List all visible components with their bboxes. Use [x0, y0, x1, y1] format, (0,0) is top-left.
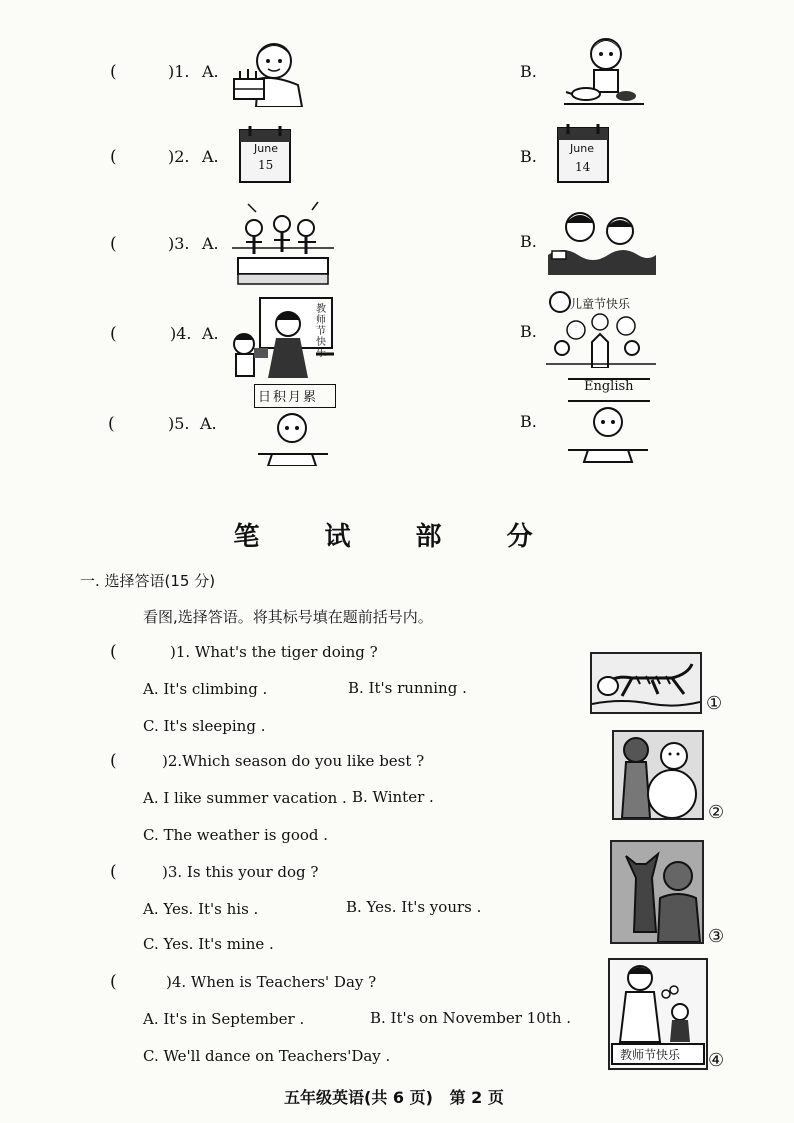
blackboard-text: 教师节快乐 [316, 304, 326, 359]
option-a: A. Yes. It's his . [143, 900, 259, 918]
picture-number: ④ [708, 1050, 725, 1071]
option-c: C. We'll dance on Teachers'Day . [143, 1047, 391, 1065]
answer-paren: ( [110, 972, 117, 992]
option-a-label: A. [202, 147, 219, 166]
option-a: A. It's climbing . [143, 680, 268, 698]
option-b-label: B. [520, 322, 537, 341]
option-c: C. It's sleeping . [143, 717, 266, 735]
option-b: B. It's running . [348, 679, 467, 697]
section-heading: 一. 选择答语(15 分) [80, 572, 216, 590]
item-number: )4. [170, 324, 192, 343]
option-a-label: A. [200, 414, 217, 433]
section-instruction: 看图,选择答语。将其标号填在题前括号内。 [143, 608, 433, 626]
item-number: )1. [168, 62, 190, 81]
answer-paren: ( [108, 414, 115, 434]
option-c: C. The weather is good . [143, 826, 329, 844]
answer-paren: ( [110, 147, 117, 167]
picture-number: ① [706, 693, 723, 714]
tiger-running-picture [590, 652, 702, 714]
option-b: B. It's on November 10th . [370, 1009, 572, 1027]
picture-number: ③ [708, 926, 725, 947]
boy-cooking-picture [564, 32, 644, 108]
answer-paren: ( [110, 324, 117, 344]
option-a-label: A. [202, 234, 219, 253]
girl-snowman-picture [612, 730, 704, 820]
question-text: )3. Is this your dog ? [162, 863, 319, 881]
answer-paren: ( [110, 862, 117, 882]
option-b-label: B. [520, 62, 537, 81]
answer-paren: ( [110, 642, 117, 662]
kids-on-stage-picture [232, 198, 334, 286]
girl-studying-picture [248, 408, 334, 466]
question-text: )2.Which season do you like best ? [162, 752, 425, 770]
option-b-label: B. [520, 232, 537, 251]
picture-number: ② [708, 802, 725, 823]
option-c: C. Yes. It's mine . [143, 935, 274, 953]
kids-swimming-picture [548, 205, 656, 275]
sign-text: 日积月累 [258, 390, 319, 405]
option-b: B. Yes. It's yours . [346, 898, 482, 916]
item-number: )3. [168, 234, 190, 253]
question-text: )1. What's the tiger doing ? [170, 643, 378, 661]
answer-paren: ( [110, 62, 117, 82]
birthday-cake-boy-picture [228, 35, 306, 107]
written-section-title: 笔 试 部 分 [233, 522, 561, 552]
option-a-label: A. [202, 324, 219, 343]
item-number: )5. [168, 414, 190, 433]
item-number: )2. [168, 147, 190, 166]
boy-studying-english-picture [566, 400, 650, 464]
calendar-month: June [570, 142, 594, 155]
girl-with-dog-picture [610, 840, 704, 944]
calendar-month: June [254, 142, 278, 155]
option-b-label: B. [520, 147, 537, 166]
option-b: B. Winter . [352, 788, 434, 806]
question-text: )4. When is Teachers' Day ? [166, 973, 377, 991]
page-footer: 五年级英语(共 6 页) 第 2 页 [284, 1088, 504, 1107]
calendar-day: 14 [575, 160, 591, 174]
option-a: A. It's in September . [143, 1010, 305, 1028]
sign-text: English [584, 379, 634, 394]
answer-paren: ( [110, 234, 117, 254]
answer-paren: ( [110, 751, 117, 771]
option-b-label: B. [520, 412, 537, 431]
calendar-day: 15 [258, 158, 274, 172]
option-a-label: A. [202, 62, 219, 81]
banner-text: 教师节快乐 [620, 1048, 681, 1062]
option-a: A. I like summer vacation . [143, 789, 347, 807]
banner-text: 儿童节快乐 [570, 297, 631, 311]
